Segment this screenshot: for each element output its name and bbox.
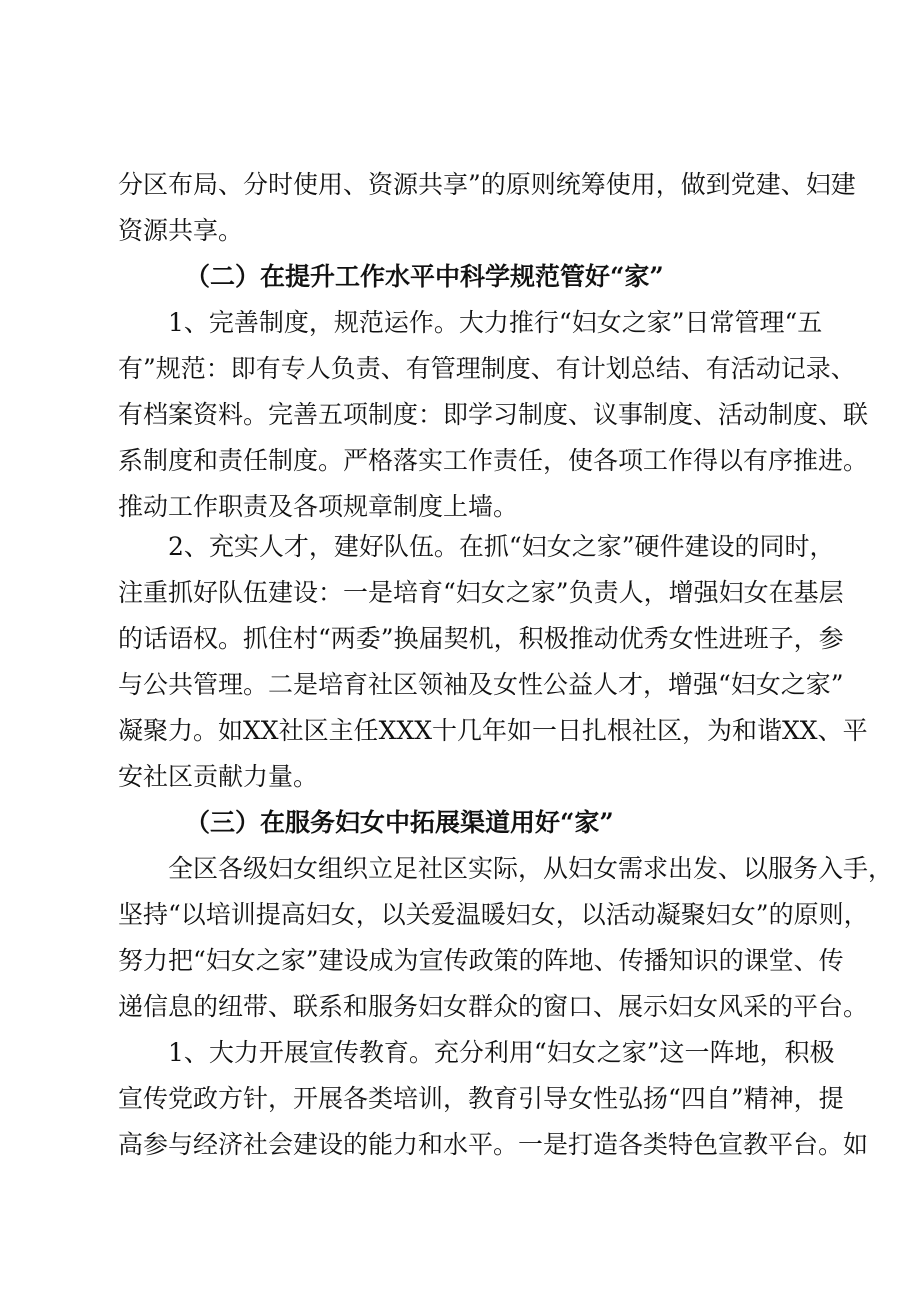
- body-line: 安社区贡献力量。: [118, 762, 319, 791]
- body-line: 有档案资料。完善五项制度：即学习制度、议事制度、活动制度、联: [118, 400, 869, 429]
- body-line: 推动工作职责及各项规章制度上墙。: [118, 492, 519, 521]
- section-heading: （二）在提升工作水平中科学规范管好“家”: [185, 262, 664, 291]
- body-line: 资源共享。: [118, 216, 244, 245]
- body-line: 1、完善制度，规范运作。大力推行“妇女之家”日常管理“五: [168, 308, 823, 337]
- body-line: 凝聚力。如XX社区主任XXX十几年如一日扎根社区，为和谐XX、平: [118, 716, 868, 745]
- body-line: 坚持“以培训提高妇女，以关爱温暖妇女，以活动凝聚妇女”的原则，: [118, 900, 869, 929]
- body-line: 与公共管理。二是培育社区领袖及女性公益人才，增强“妇女之家”: [118, 670, 844, 699]
- body-line: 2、充实人才，建好队伍。在抓“妇女之家”硬件建设的同时，: [168, 532, 835, 561]
- body-line: 高参与经济社会建设的能力和水平。一是打造各类特色宣教平台。如: [118, 1130, 869, 1159]
- body-line: 努力把“妇女之家”建设成为宣传政策的阵地、传播知识的课堂、传: [118, 946, 844, 975]
- body-line: 1、大力开展宣传教育。充分利用“妇女之家”这一阵地，积极: [168, 1038, 835, 1067]
- body-line: 注重抓好队伍建设：一是培育“妇女之家”负责人，增强妇女在基层: [118, 578, 844, 607]
- body-line: 全区各级妇女组织立足社区实际，从妇女需求出发、以服务入手，: [168, 854, 894, 883]
- body-line: 有”规范：即有专人负责、有管理制度、有计划总结、有活动记录、: [118, 354, 856, 383]
- section-heading: （三）在服务妇女中拓展渠道用好“家”: [185, 808, 614, 837]
- body-line: 分区布局、分时使用、资源共享”的原则统筹使用，做到党建、妇建: [118, 170, 856, 199]
- body-line: 系制度和责任制度。严格落实工作责任，使各项工作得以有序推进。: [118, 446, 869, 475]
- body-line: 递信息的纽带、联系和服务妇女群众的窗口、展示妇女风采的平台。: [118, 992, 869, 1021]
- body-line: 宣传党政方针，开展各类培训，教育引导女性弘扬“四自”精神，提: [118, 1084, 844, 1113]
- body-line: 的话语权。抓住村“两委”换届契机，积极推动优秀女性进班子，参: [118, 624, 844, 653]
